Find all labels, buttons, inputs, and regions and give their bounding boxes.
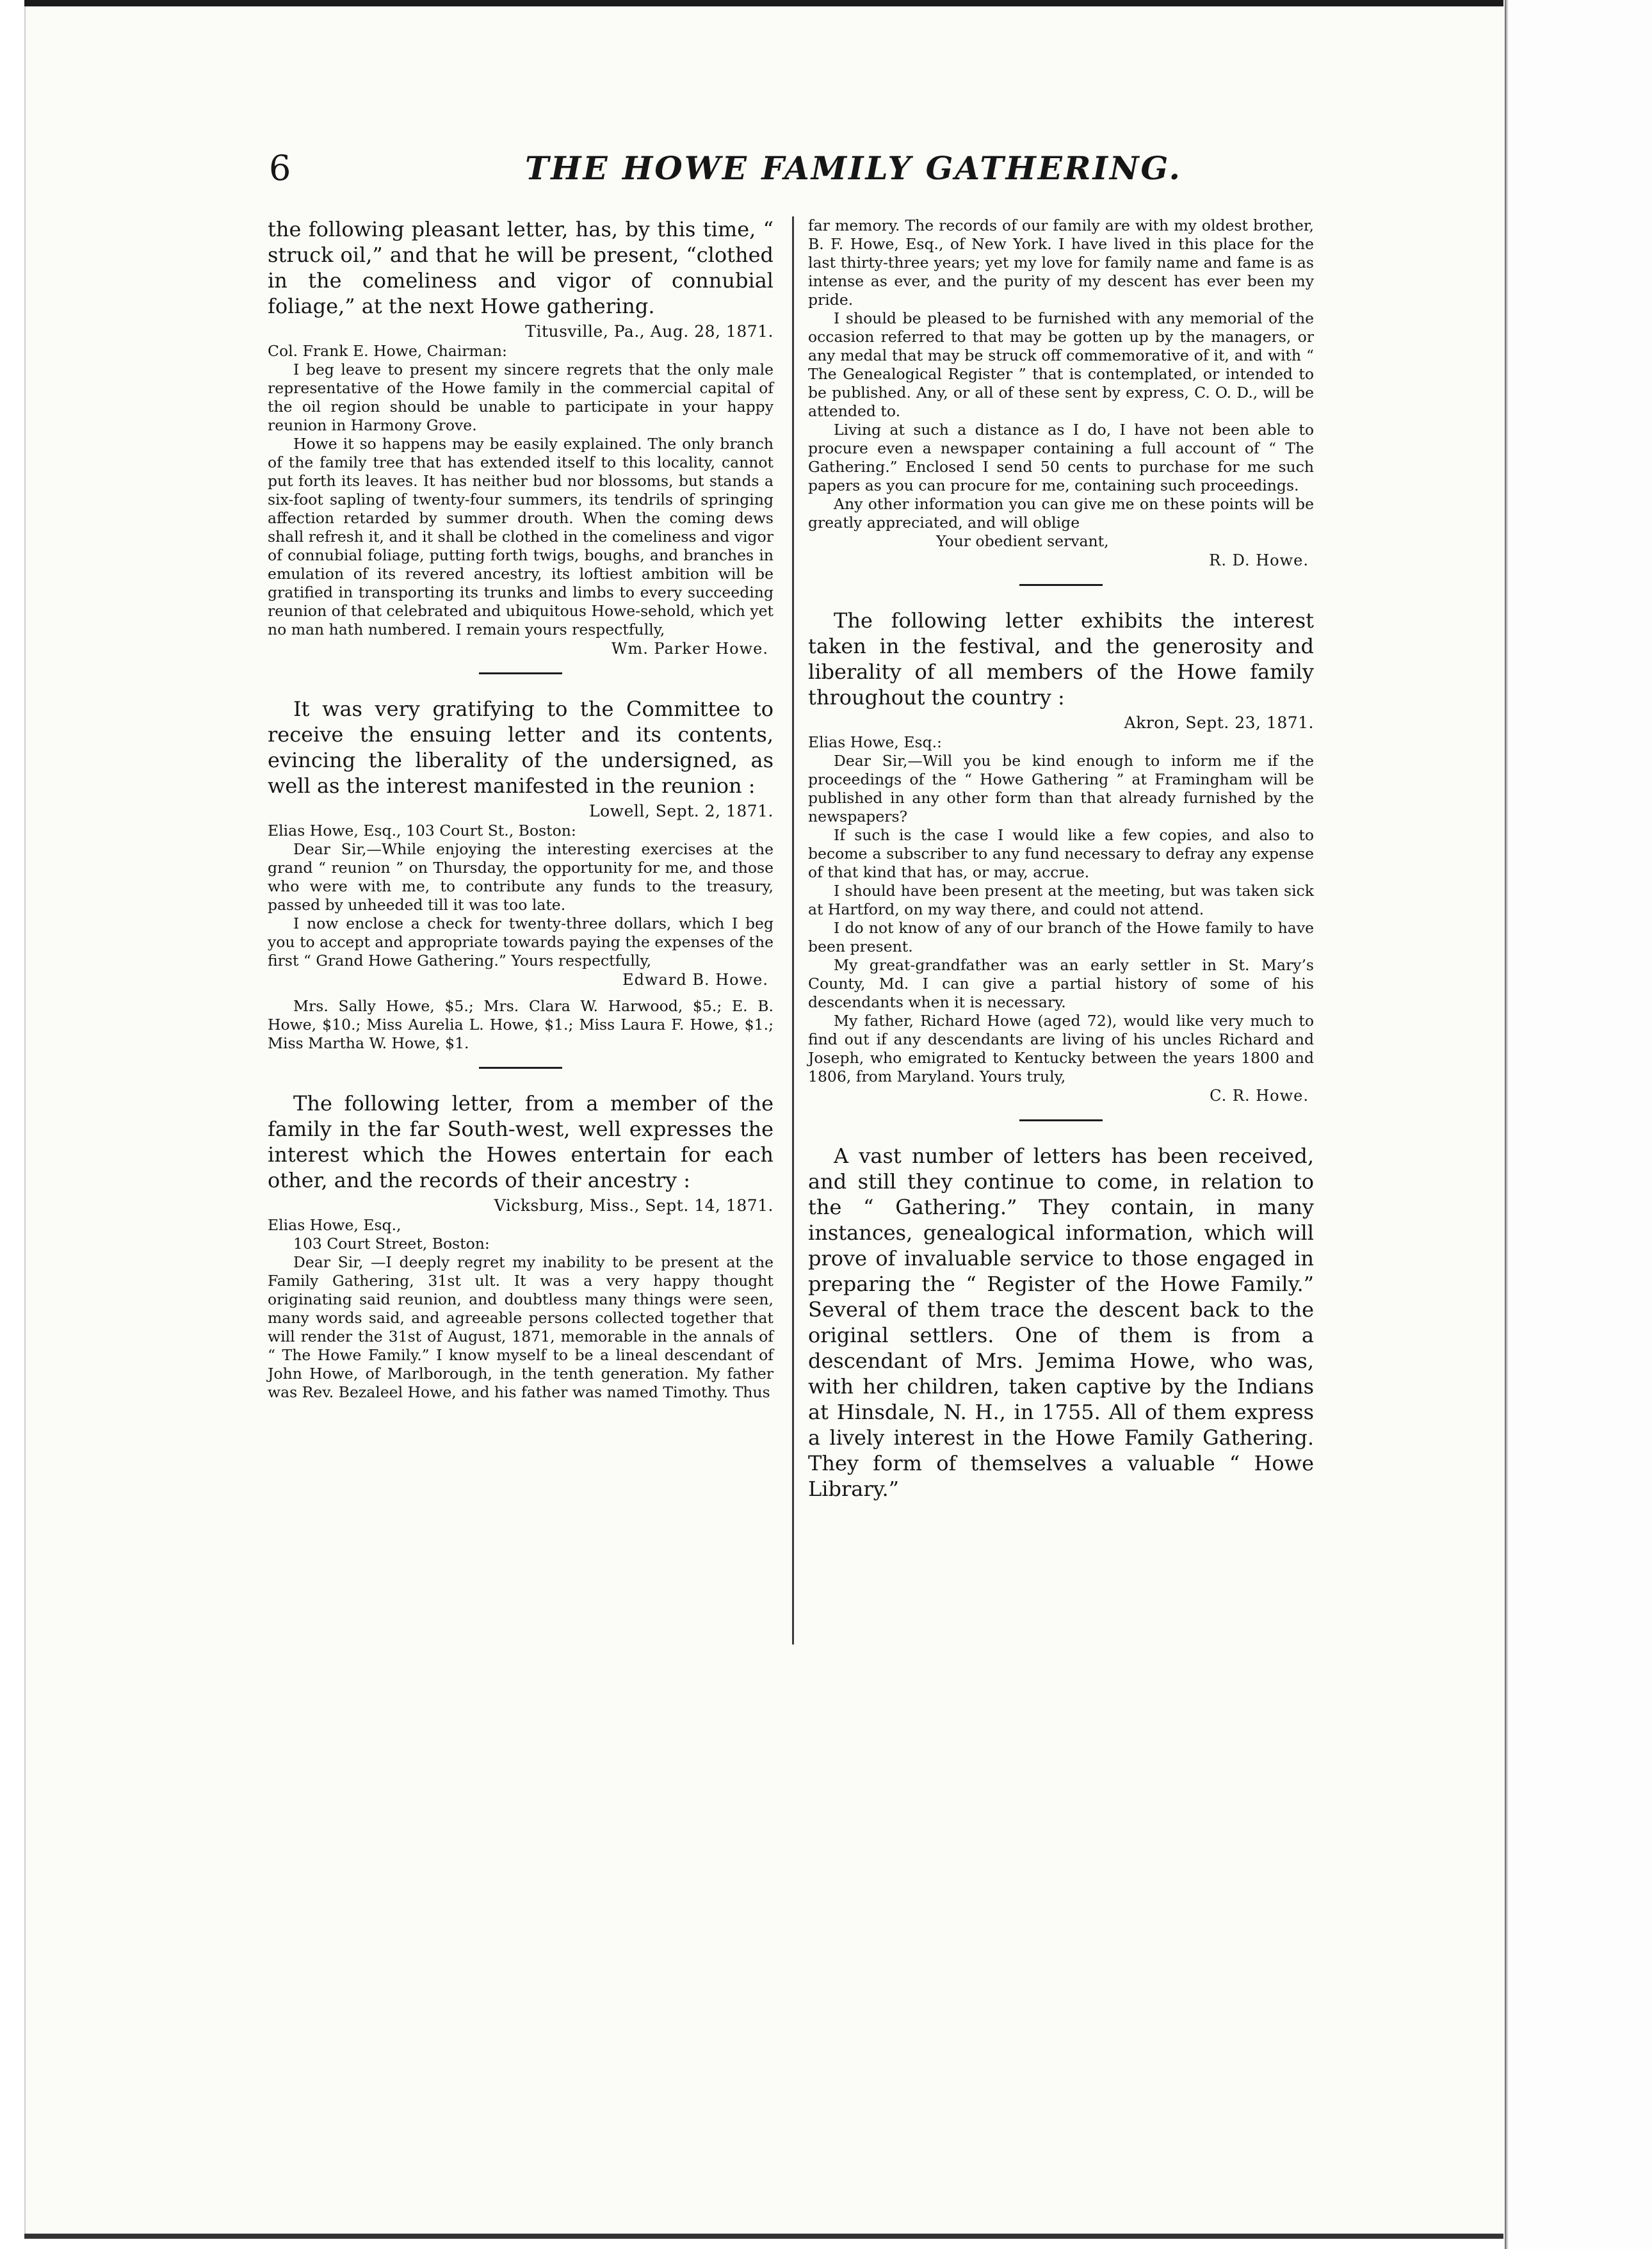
letter-paragraph: Howe it so happens may be easily explained. The only branch of the family tree that has extended itself to this locality, cannot put forth its leaves. It has neither bud nor blossoms, but stands a six-foot sapling of twenty-four summers, its tendrils of springing affection retarded by summer drouth. When the coming dews shall refresh it, and it shall be clothed in the comeliness and vigor of connubial foliage, putting forth twigs, boughs, and branches in emulation of its revered ancestry, its loftiest ambition will be gratified in transporting its trunks and limbs to every succeeding reunion of that celebrated and ubiquitous Howe-sehold, which yet no man hath numbered. I remain yours respectfully,: [268, 435, 773, 638]
right-column: [808, 216, 1314, 1920]
dateline-titusville: Titusville, Pa., Aug. 28, 1871.: [525, 322, 773, 341]
letter-paragraph: I beg leave to present my sincere regrets that the only male representative of the Howe family in the commercial capital of the oil region should be unable to participate in your happy reunion in Harmony Grove.: [268, 361, 773, 434]
letter-paragraph: Dear Sir, —I deeply regret my inability to be present at the Family Gathering, 31st ult. It was a very happy thought originating said reunion, and doubtless many things were seen, many words said, and agreeable persons collected together that will render the 31st of August, 1871, memorable in the annals of “ The Howe Family.” I know myself to be a lineal descendant of John Howe, of Marlborough, in the tenth generation. My father was Rev. Bezaleel Howe, and his father was named Timothy. Thus: [268, 1253, 773, 1401]
address-elias-howe: Elias Howe, Esq.,: [268, 1216, 401, 1234]
closing-line: Your obedient servant,: [936, 532, 1109, 550]
signature-edward-b-howe: Edward B. Howe.: [622, 971, 768, 989]
intro-paragraph: The following letter exhibits the interest taken in the festival, and the generosity and liberality of all members of the Howe family throughout the country :: [808, 608, 1314, 710]
letter-paragraph: If such is the case I would like a few copies, and also to become a subscriber to any fund necessary to defray any expense of that kind that has, or may, accrue.: [808, 826, 1314, 881]
closing-paragraph: A vast number of letters has been received, and still they continue to come, in relation to the “ Gathering.” They contain, in many instances, genealogical information, which will prove of invaluable service to those engaged in preparing the “ Register of the Howe Family.” Several of them trace the descent back to the original settlers. One of them is from a descendant of Mrs. Jemima Howe, who was, with her children, taken captive by the Indians at Hinsdale, N. H., in 1755. All of them express a lively interest in the Howe Family Gathering. They form of themselves a valuable “ Howe Library.”: [808, 1144, 1314, 1501]
letter-paragraph: I now enclose a check for twenty-three dollars, which I beg you to accept and appropriate towards paying the expenses of the first “ Grand Howe Gathering.” Yours respectfully,: [268, 914, 773, 970]
section-rule: [1019, 1119, 1103, 1121]
address-court-street: 103 Court Street, Boston:: [293, 1235, 490, 1253]
letter-paragraph: Dear Sir,—Will you be kind enough to inform me if the proceedings of the “ Howe Gathering ” at Framingham will be published in any other form than that already furnished by the newspapers?: [808, 752, 1314, 825]
bottom-rule: [24, 2234, 1503, 2239]
letter-paragraph: Any other information you can give me on these points will be greatly appreciated, and will oblige: [808, 495, 1314, 532]
donor-list: Mrs. Sally Howe, $5.; Mrs. Clara W. Harwood, $5.; E. B. Howe, $10.; Miss Aurelia L. Howe, $1.; Miss Laura F. Howe, $1.; Miss Martha W. Howe, $1.: [268, 997, 773, 1052]
running-head: THE HOWE FAMILY GATHERING.: [525, 149, 1182, 187]
letter-paragraph: My great-grandfather was an early settler in St. Mary’s County, Md. I can give a partial history of some of his descendants when it is necessary.: [808, 956, 1314, 1011]
intro-paragraph: the following pleasant letter, has, by this time, “ struck oil,” and that he will be present, “clothed in the comeliness and vigor of connubial foliage,” at the next Howe gathering.: [268, 217, 773, 318]
section-rule: [479, 1067, 562, 1069]
dateline-akron: Akron, Sept. 23, 1871.: [1124, 713, 1314, 732]
left-column: [268, 216, 773, 1920]
intro-paragraph: It was very gratifying to the Committee to receive the ensuing letter and its contents, evincing the liberality of the undersigned, as well as the interest manifested in the reunion :: [268, 697, 773, 798]
column-divider: [792, 216, 794, 1644]
page-number: 6: [269, 148, 291, 188]
dateline-lowell: Lowell, Sept. 2, 1871.: [589, 802, 773, 820]
intro-paragraph: The following letter, from a member of the family in the far South-west, well expresses the interest which the Howes entertain for each other, and the records of their ancestry :: [268, 1091, 773, 1192]
salutation-frank-howe: Col. Frank E. Howe, Chairman:: [268, 342, 507, 360]
address-elias-howe: Elias Howe, Esq., 103 Court St., Boston:: [268, 822, 576, 840]
letter-paragraph: far memory. The records of our family are with my oldest brother, B. F. Howe, Esq., of New York. I have lived in this place for the last thirty-three years; yet my love for family name and fame is as intense as ever, and the purity of my descent has ever been my pride.: [808, 216, 1314, 309]
dateline-vicksburg: Vicksburg, Miss., Sept. 14, 1871.: [494, 1196, 773, 1215]
signature-wm-parker-howe: Wm. Parker Howe.: [611, 640, 768, 658]
page-edge: [1505, 0, 1652, 2249]
section-rule: [479, 672, 562, 674]
letter-paragraph: I do not know of any of our branch of the Howe family to have been present.: [808, 919, 1314, 955]
page-header: [269, 146, 1460, 191]
letter-paragraph: Living at such a distance as I do, I have not been able to procure even a newspaper containing a full account of “ The Gathering.” Enclosed I send 50 cents to purchase for me such papers as you can procure for me, containing such proceedings.: [808, 421, 1314, 494]
address-elias-howe: Elias Howe, Esq.:: [808, 733, 942, 751]
letter-paragraph: I should be pleased to be furnished with any memorial of the occasion referred to that may be gotten up by the managers, or any medal that may be struck off commemorative of it, and with “ The Genealogical Register ” that is contemplated, or intended to be published. Any, or all of these sent by express, C. O. D., will be attended to.: [808, 309, 1314, 420]
letter-paragraph: Dear Sir,—While enjoying the interesting exercises at the grand “ reunion ” on Thursday, the opportunity for me, and those who were with me, to contribute any funds to the treasury, passed by unheeded till it was too late.: [268, 840, 773, 914]
signature-c-r-howe: C. R. Howe.: [1210, 1087, 1309, 1105]
section-rule: [1019, 584, 1103, 586]
top-rule: [24, 0, 1503, 6]
signature-r-d-howe: R. D. Howe.: [1209, 551, 1309, 569]
letter-paragraph: My father, Richard Howe (aged 72), would like very much to find out if any descendants are living of his uncles Richard and Joseph, who emigrated to Kentucky between the years 1800 and 1806, from Maryland. Yours truly,: [808, 1012, 1314, 1085]
letter-paragraph: I should have been present at the meeting, but was taken sick at Hartford, on my way there, and could not attend.: [808, 882, 1314, 918]
